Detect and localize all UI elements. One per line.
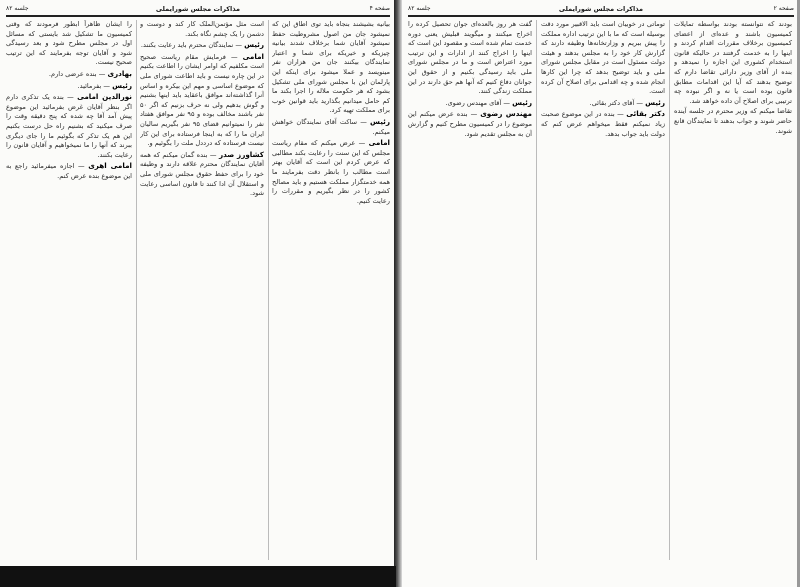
paragraph bbox=[674, 107, 792, 136]
paragraph-text: است مثل مؤتمن‌الملک کار کند و دوست و دشمن را یک چشم نگاه بکند. bbox=[140, 20, 264, 38]
paragraph bbox=[6, 92, 132, 160]
paragraph bbox=[140, 150, 264, 199]
paragraph bbox=[140, 52, 264, 149]
running-title: مذاکرات مجلس شورایملی bbox=[558, 5, 644, 13]
paragraph bbox=[6, 20, 132, 68]
text-column bbox=[6, 20, 132, 560]
paragraph bbox=[272, 138, 390, 206]
paragraph-text: تقاضا میکنم که وزیر محترم در جلسه آینده حاضر شوند و جواب بدهند تا نمایندگان قانع شوند. bbox=[674, 107, 792, 135]
paragraph-text: — آقای مهندس رضوی. bbox=[445, 98, 510, 107]
speaker-name: رئیس bbox=[112, 80, 132, 90]
session-number: جلسه ۸۲ bbox=[408, 5, 431, 12]
paragraph-text: — عرض میکنم که مقام ریاست مجلس که این سنت را رعایت بکند مطالبی که عرض کردم این است که آقایان بهتر است مطالب را بانظر دقت بفرمایند ما همه خدمتگزار مملکت هستیم و باید مصالح کشور را در نظر بگیریم و مقررات را رعایت کنیم. bbox=[272, 139, 390, 205]
speaker-name: رئیس bbox=[370, 116, 390, 126]
scan-edge bbox=[0, 566, 396, 587]
paragraph bbox=[6, 69, 132, 80]
session-number: جلسه ۸۲ bbox=[6, 5, 29, 12]
paragraph bbox=[6, 161, 132, 181]
speaker-name: امامی bbox=[242, 51, 264, 61]
right-page bbox=[402, 0, 800, 587]
paragraph-text: گفت هر روز بالعده‌ای جوان تحصیل کرده را اخراج میکنند و میگویند قبلیش یعنی دوره خدمت تمام شده است و مقصود این است که اینها را اخراج کنند از ادارات و این ترتیب مورد اعتراض است و ما در مجلس شورای ملی باید رسیدگی بکنیم و از حقوق این جوانان دفاع کنیم که آنها هم حق دارند در این مملکت زندگی کنند. bbox=[408, 20, 532, 96]
page-number: صفحه ۴ bbox=[369, 5, 390, 12]
paragraph bbox=[272, 20, 390, 116]
paragraph-text: توماتی در خوبیان است باید الاقبیر مورد دقت بوسیله است که ما با این ترتیب اداره مملکت را پیش ببریم و وزارتخانه‌ها وظیفه دارند که گزارش کار خود را به مجلس بدهند و هیئت دولت مسئول است در مقابل مجلس شورای ملی و باید توضیح بدهد که چرا این کارها انجام شده و چه اقدامی برای اصلاح آن کرده است. bbox=[541, 20, 665, 96]
text-column bbox=[408, 20, 532, 560]
speaker-name: کشاورز صدر bbox=[218, 149, 264, 159]
column-divider bbox=[136, 20, 137, 560]
paragraph bbox=[140, 40, 264, 51]
speaker-name: نورالدین امامی bbox=[77, 92, 132, 102]
page-number: صفحه ۲ bbox=[773, 5, 794, 12]
column-divider bbox=[536, 20, 537, 560]
left-page bbox=[0, 0, 396, 587]
page-header bbox=[6, 3, 390, 15]
paragraph-text: — آقای دکتر بقائی. bbox=[589, 98, 643, 107]
paragraph bbox=[408, 20, 532, 97]
paragraph-text: — فرمایش مقام ریاست صحیح است مکلفیم که اوامر ایشان را اطاعت بکنیم در این چاره نیست و باید اطاعت شورای ملی که موضوع اساسی و مهم این بیکره و اساس آنرا گذاشته‌اند موافق باعقاید باید اینها بشنیم و گوش بدهیم ولی نه حرف بزنیم که اگر ۵۰ نفر باشند مخالف بوده و ۹۵ نفر موافق هفتاد نفر را نمیتوانیم قضای ۹۵ نفر بگیریم سالیان ایران ما را که به اینجا فرستاده برای این کار نیست فرستاده که درددل ملت را بگوئیم و. bbox=[140, 52, 264, 148]
page-header bbox=[408, 3, 794, 15]
header-rule bbox=[6, 15, 390, 17]
paragraph-text: — نمایندگان محترم باید رعایت بکنند. bbox=[140, 41, 242, 50]
speaker-name: امامی bbox=[368, 138, 390, 148]
paragraph bbox=[674, 20, 792, 106]
header-rule bbox=[408, 15, 794, 17]
paragraph bbox=[140, 20, 264, 39]
paragraph bbox=[541, 98, 665, 109]
paragraph bbox=[6, 81, 132, 92]
paragraph-text: — بنده عرض میکنم این موضوع را در کمیسیون مطرح کنیم و گزارش آن به مجلس تقدیم شود. bbox=[408, 110, 532, 138]
paragraph-text: — بنده در این موضوع صحبت زیاد نمیکنم فقط میخواهم عرض کنم که دولت باید جواب بدهد. bbox=[541, 110, 665, 138]
speaker-name: بهادری bbox=[107, 68, 132, 78]
paragraph bbox=[541, 20, 665, 97]
running-title: مذاکرات مجلس شورایملی bbox=[155, 5, 241, 13]
column-divider bbox=[268, 20, 269, 560]
text-column bbox=[272, 20, 390, 560]
paragraph-text: — بنده گمان میکنم که همه آقایان نمایندگان محترم علاقه دارند و وظیفه خود را برای حفظ حقوق مجلس شورای ملی و استقلال آن ادا کنند تا قانون اساسی رعایت شود. bbox=[140, 150, 264, 198]
paragraph-text: — اجازه میفرمائید راجع به این موضوع بنده عرض کنم. bbox=[6, 162, 132, 180]
paragraph bbox=[272, 117, 390, 137]
paragraph-text: بیانیه بشیشند بنجاه باید توی اطاق این که نمیشود جان من اصول مشروطیت حفظ نمیشود آقایان شما برخلاف شدند بیانیه چیزیکه و خیریکه برای شما و اعتبار نمایندگان بیکنند جان من هزاران نفر مینویسد و عملا میشود برای اینکه این پارلمان این با مجلس شورای ملی تشکیل بشود که هر حکومت ملاله را اجرا بکند ما کم حامل میدانیم بگذارید باید قوانین خوب برای مملکت تهیه کرد. bbox=[272, 20, 390, 115]
column-divider bbox=[669, 20, 670, 560]
paragraph-text: — ساکت آقای نمایندگان خواهش میکنم. bbox=[272, 117, 390, 136]
paragraph-text: — بفرمائید. bbox=[77, 81, 110, 90]
paragraph bbox=[408, 109, 532, 139]
paragraph-text: را ایشان ظاهراً ابطور فرمودند که وقتی کمیسیون ما تشکیل شد بایستی که مسائل اول در مجلس مطرح شود و بعد رسیدگی شود و آقایان توجه بفرمایند که این ترتیب صحیح نیست. bbox=[6, 20, 132, 67]
paragraph-text: — بنده عرضی دارم. bbox=[48, 69, 106, 78]
speaker-name: مهندس رضوی bbox=[480, 109, 532, 119]
speaker-name: رئیس bbox=[645, 97, 665, 107]
speaker-name: رئیس bbox=[512, 97, 532, 107]
speaker-name: امامی اهری bbox=[88, 161, 132, 171]
paragraph bbox=[408, 98, 532, 109]
paragraph-text: بودند که نتوانسته بودند بواسطه تمایلات کمیسیون باشند و عده‌ای از اعضای کمیسیون برخلاف مقررات اقدام کردند و اینها را به خدمت گرفتند در حالیکه قانون استخدام کشوری این اجازه را نمیدهد و بنده از آقای وزیر دارائی تقاضا دارم که توضیح بدهند که آیا این اقدامات مطابق قانون بوده است یا نه و اگر نبوده چه ترتیبی برای اصلاح آن داده خواهد شد. bbox=[674, 20, 792, 105]
paragraph-text: — بنده یک تذکری دارم اگر بنظر آقایان غرض بفرمائید این موضوع پیش آمد آقا چه شده که پنج دقیقه وقت را صرف میکنید که بشنیم راه حل درست بکنیم این هم یک تذکر که بگوئیم ما را جای دیگری ببرند که آنها را ما نمیخواهیم و آقایان قانون را رعایت بکنند. bbox=[6, 93, 132, 159]
speaker-name: دکتر بقائی bbox=[626, 109, 665, 119]
speaker-name: رئیس bbox=[244, 40, 264, 50]
text-column bbox=[140, 20, 264, 560]
text-column bbox=[674, 20, 792, 560]
paragraph bbox=[541, 109, 665, 139]
book-gutter bbox=[394, 0, 402, 587]
text-column bbox=[541, 20, 665, 560]
